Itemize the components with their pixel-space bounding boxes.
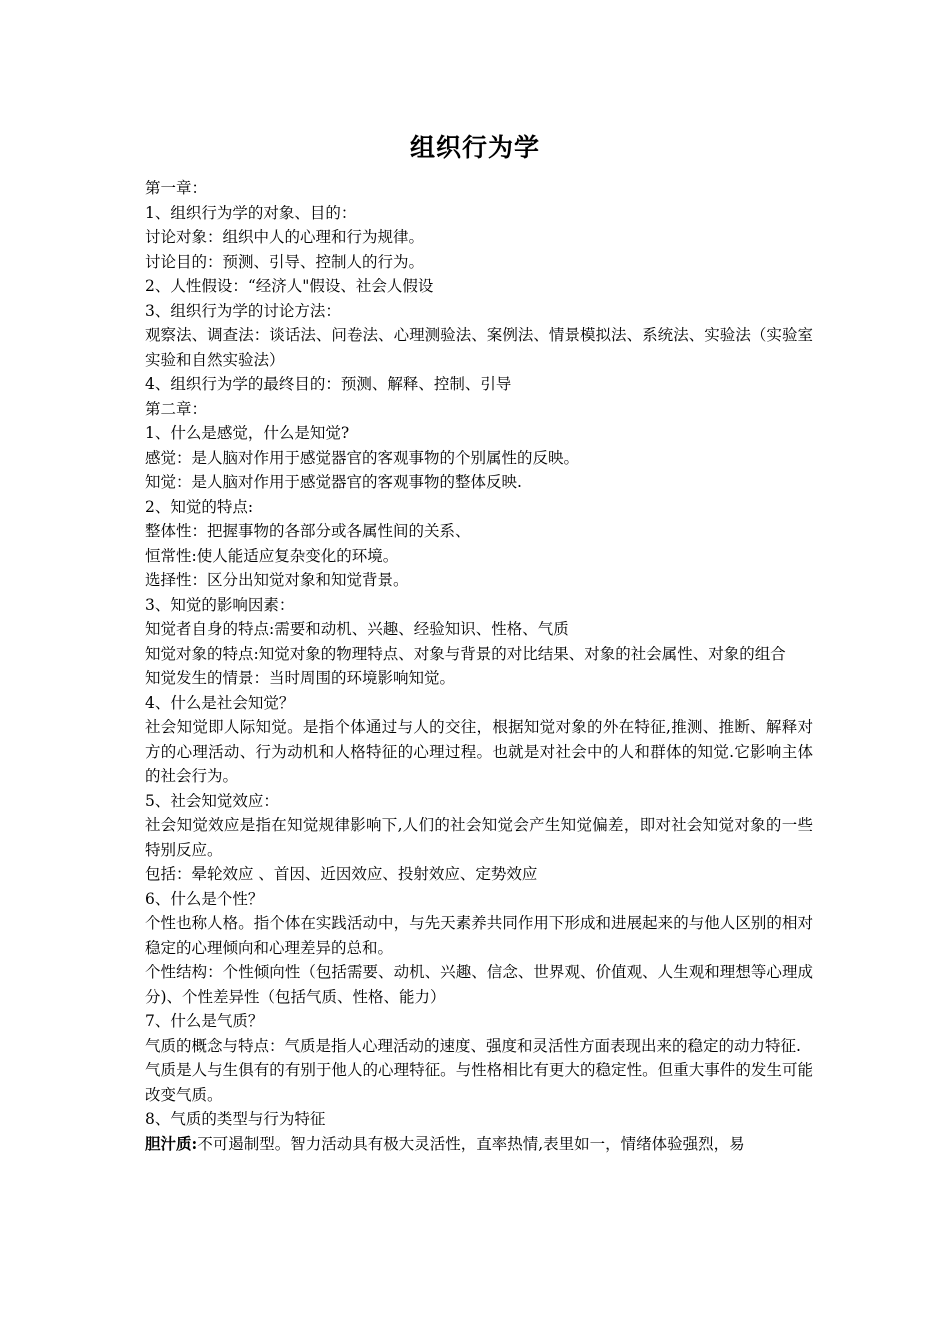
- paragraph: 选择性：区分出知觉对象和知觉背景。: [145, 571, 409, 589]
- paragraph: 感觉：是人脑对作用于感觉器官的客观事物的个别属性的反映。: [145, 448, 580, 467]
- paragraph: 3、组织行为学的讨论方法：: [145, 301, 341, 320]
- paragraph: 个性结构：个性倾向性（包括需要、动机、兴趣、信念、世界观、价值观、人生观和理想等心理成分)、个性差异性（包括气质、性格、能力）: [145, 963, 813, 1006]
- paragraph: 3、知觉的影响因素：: [145, 595, 295, 614]
- paragraph: 个性也称人格。指个体在实践活动中，与先天素养共同作用下形成和进展起来的与他人区别的相对稳定的心理倾向和心理差异的总和。: [145, 914, 813, 957]
- paragraph: 知觉：是人脑对作用于感觉器官的客观事物的整体反映.: [145, 473, 522, 491]
- paragraph-last: [145, 1132, 813, 1157]
- paragraph: 5、社会知觉效应：: [145, 791, 279, 810]
- paragraph: 第二章：: [145, 399, 208, 418]
- paragraph: 包括：晕轮效应 、首因、近因效应、投射效应、定势效应: [145, 865, 538, 883]
- paragraph: 1、组织行为学的对象、目的：: [145, 203, 357, 222]
- paragraph: 6、什么是个性？: [145, 889, 264, 908]
- paragraph: 2、人性假设：“经济人"假设、社会人假设: [145, 277, 434, 295]
- paragraph: 4、什么是社会知觉？: [145, 693, 295, 712]
- paragraph: 观察法、调查法：谈话法、问卷法、心理测验法、案例法、情景模拟法、系统法、实验法（实验室实验和自然实验法）: [145, 326, 813, 369]
- paragraph: 第一章：: [145, 179, 208, 197]
- paragraph: 4、组织行为学的最终目的：预测、解释、控制、引导: [145, 375, 512, 393]
- document-title: 组织行为学: [409, 133, 540, 162]
- paragraph: 7、什么是气质？: [145, 1012, 264, 1030]
- paragraph: 整体性：把握事物的各部分或各属性间的关系、: [145, 522, 471, 540]
- paragraph: 恒常性:使人能适应复杂变化的环境。: [145, 546, 399, 565]
- paragraph: 讨论目的：预测、引导、控制人的行为。: [145, 252, 425, 271]
- paragraph: 知觉者自身的特点:需要和动机、兴趣、经验知识、性格、气质: [145, 620, 569, 638]
- term-description: 不可遏制型。智力活动具有极大灵活性，直率热情,表里如一，情绪体验强烈，易: [197, 1134, 745, 1153]
- paragraph: 气质是人与生俱有的有别于他人的心理特征。与性格相比有更大的稳定性。但重大事件的发生可能改变气质。: [145, 1061, 813, 1104]
- paragraph: 社会知觉即人际知觉。是指个体通过与人的交往，根据知觉对象的外在特征,推测、推断、解释对方的心理活动、行为动机和人格特征的心理过程。也就是对社会中的人和群体的知觉.它影响主体的社会行为。: [145, 718, 813, 785]
- paragraph: 知觉对象的特点:知觉对象的物理特点、对象与背景的对比结果、对象的社会属性、对象的组合: [145, 644, 786, 663]
- paragraph: 2、知觉的特点:: [145, 497, 254, 516]
- bold-term-label: 胆汁质:: [145, 1133, 198, 1153]
- paragraph: 1、什么是感觉，什么是知觉?: [145, 424, 350, 442]
- paragraph: 社会知觉效应是指在知觉规律影响下,人们的社会知觉会产生知觉偏差，即对社会知觉对象的一些特别反应。: [145, 816, 813, 859]
- paragraph: 知觉发生的情景：当时周围的环境影响知觉。: [145, 669, 456, 687]
- document-body: [145, 176, 813, 1156]
- paragraph: 讨论对象：组织中人的心理和行为规律。: [145, 228, 425, 246]
- paragraph: 气质的概念与特点：气质是指人心理活动的速度、强度和灵活性方面表现出来的稳定的动力特征.: [145, 1036, 801, 1055]
- paragraph: 8、气质的类型与行为特征: [145, 1110, 326, 1128]
